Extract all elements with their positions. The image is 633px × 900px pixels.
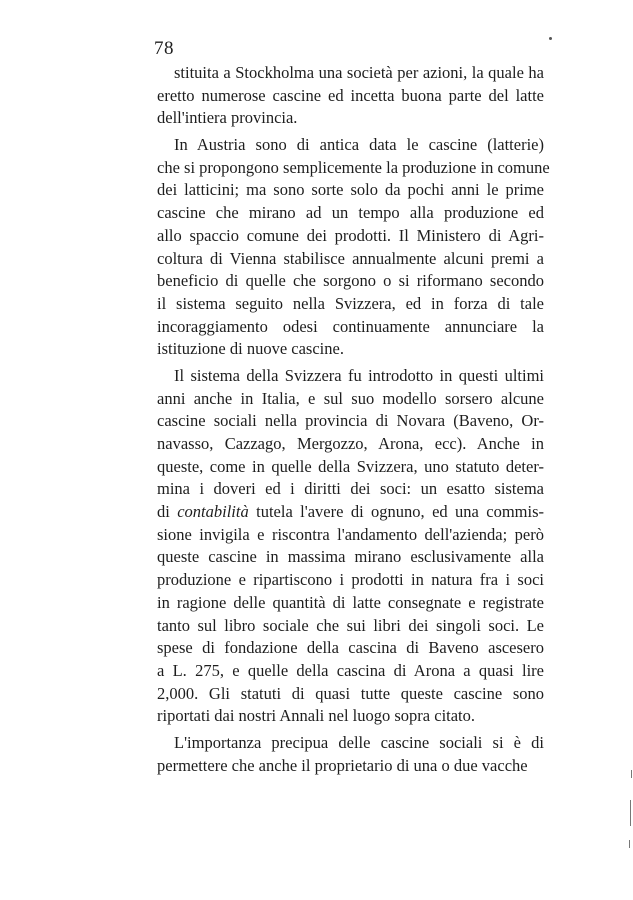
- text-line: cascine sociali nella provincia di Novara (Baveno, Or-: [157, 411, 544, 431]
- text-line: sione invigila e riscontra l'andamento dell'azienda; però: [157, 524, 544, 544]
- margin-mark: [629, 840, 630, 848]
- text-line: produzione e ripartiscono i prodotti in natura fra i soci: [157, 570, 544, 590]
- text-line: navasso, Cazzago, Mergozzo, Arona, ecc). Anche in: [157, 434, 544, 453]
- text-line: queste cascine in massima mirano esclusivamente alla: [157, 547, 544, 567]
- margin-mark: [631, 770, 632, 778]
- page-number: 78: [154, 38, 174, 59]
- text-line: coltura di Vienna stabilisce annualmente alcuni premi a: [157, 248, 544, 268]
- body-text: [157, 62, 550, 777]
- text-line: dell'intiera provincia.: [157, 108, 298, 128]
- text-line: allo spaccio comune dei prodotti. Il Ministero di Agri-: [157, 225, 544, 245]
- text-line: che si propongono semplicemente la produzione in comune: [157, 157, 550, 177]
- text-line: beneficio di quelle che sorgono o si riformano secondo: [157, 271, 544, 291]
- paragraph: [157, 134, 550, 361]
- text-line: di contabilità tutela l'avere di ognuno, ed una commis-: [157, 502, 544, 522]
- text-line: 2,000. Gli statuti di quasi tutte queste cascine sono: [157, 683, 544, 703]
- text-line: tanto sul libro sociale che sui libri dei singoli soci. Le: [157, 615, 544, 635]
- text-line: Il sistema della Svizzera fu introdotto in questi ultimi: [174, 365, 544, 385]
- text-line: in ragione delle quantità di latte consegnate e registrate: [157, 592, 544, 612]
- text-line: eretto numerose cascine ed incetta buona parte del latte: [157, 85, 544, 105]
- text-line: a L. 275, e quelle della cascina di Arona a quasi lire: [157, 660, 544, 680]
- text-line: istituzione di nuove cascine.: [157, 339, 344, 359]
- paragraph: [157, 365, 544, 728]
- text-line: permettere che anche il proprietario di una o due vacche: [157, 755, 528, 775]
- text-line: riportati dai nostri Annali nel luogo sopra citato.: [157, 706, 476, 726]
- text-line: incoraggiamento odesi continuamente annunciare la: [157, 316, 544, 336]
- paragraph: [157, 732, 544, 777]
- text-line: stituita a Stockholma una società per azioni, la quale ha: [174, 63, 544, 82]
- text-line: il sistema seguito nella Svizzera, ed in forza di tale: [157, 293, 544, 313]
- margin-speck: [549, 37, 552, 40]
- italic-term: contabilità: [177, 502, 249, 522]
- text-line: In Austria sono di antica data le cascine (latterie): [174, 135, 544, 155]
- paragraph: [157, 62, 544, 130]
- text-line: L'importanza precipua delle cascine sociali si è di: [174, 732, 544, 752]
- margin-mark: [630, 800, 631, 826]
- text-line: dei latticini; ma sono sorte solo da pochi anni le prime: [157, 180, 544, 200]
- text-line: cascine che mirano ad un tempo alla produzione ed: [157, 203, 544, 223]
- text-line: queste, come in quelle della Svizzera, uno statuto deter-: [157, 456, 544, 476]
- text-line: anni anche in Italia, e sul suo modello sorsero alcune: [157, 388, 544, 408]
- text-line: mina i doveri ed i diritti dei soci: un esatto sistema: [157, 479, 544, 499]
- text-line: spese di fondazione della cascina di Baveno ascesero: [157, 638, 544, 658]
